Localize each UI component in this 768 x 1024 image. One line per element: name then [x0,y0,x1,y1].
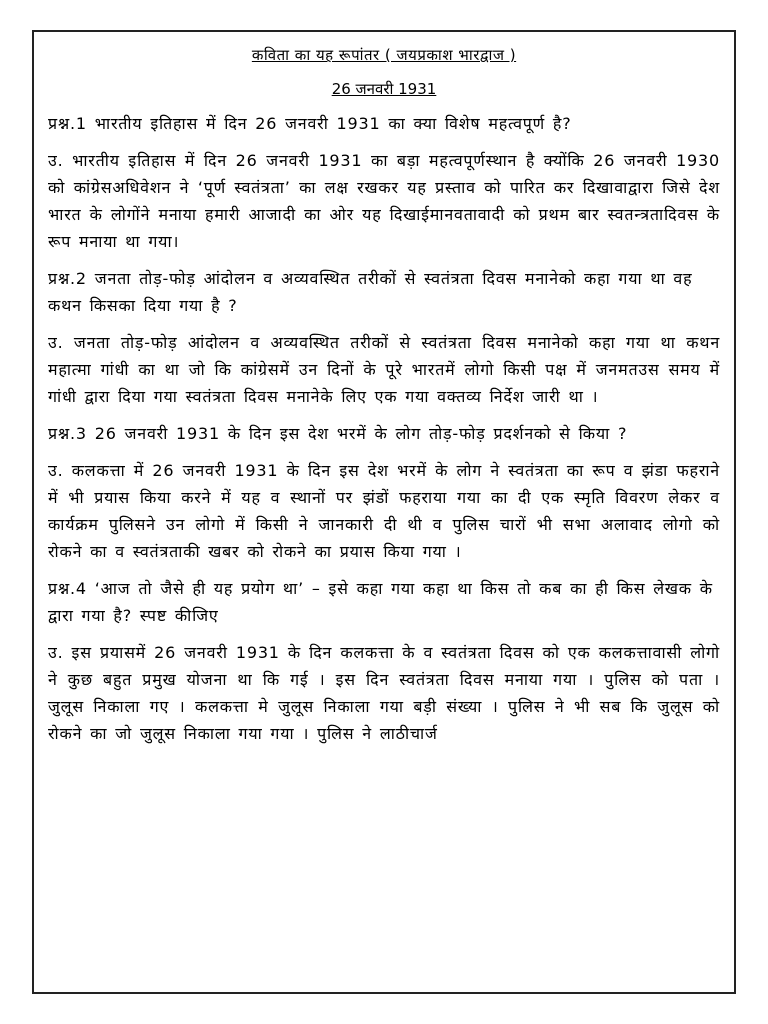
answer-3: उ. कलकत्ता में 26 जनवरी 1931 के दिन इस देश भरमें के लोग ने स्वतंत्रता का रूप व झंडा फहराने में भी प्रयास किया करने में यह व स्थानों पर झंडों फहराया गया का दी एक स्मृति विवरण लेकर व कार्यक्रम पुलिसने उन लोगो में किसी ने जानकारी दी थी व पुलिस चारों भी सभा अलावाद लोगो को रोकने का व स्वतंत्रताकी खबर को रोकने का प्रयास किया गया । [48,461,720,561]
question-2: प्रश्न.2 जनता तोड़-फोड़ आंदोलन व अव्यवस्थित तरीकों से स्वतंत्रता दिवस मनानेको कहा गया था वह कथन किसका दिया गया है ? [48,269,693,315]
question-3: प्रश्न.3 26 जनवरी 1931 के दिन इस देश भरमें के लोग तोड़-फोड़ प्रदर्शनको से किया ? [48,424,628,443]
answer-4: उ. इस प्रयासमें 26 जनवरी 1931 के दिन कलकत्ता के व स्वतंत्रता दिवस को एक कलकत्तावासी लोगो ने कुछ बहुत प्रमुख योजना था कि गई । इस दिन स्वतंत्रता दिवस मनाया गया । पुलिस को पता । जुलूस निकाला गए । कलकत्ता मे जुलूस निकाला गया बड़ी संख्या । पुलिस ने भी सब कि जुलूस को रोकने का जो जुलूस निकाला गया गया । पुलिस ने लाठीचार्ज [48,643,720,743]
question-4: प्रश्न.4 ‘आज तो जैसे ही यह प्रयोग था’ – इसे कहा गया कहा था किस तो कब का ही किस लेखक के द्वारा गया है? स्पष्ट कीजिए [48,579,713,625]
answer-2: उ. जनता तोड़-फोड़ आंदोलन व अव्यवस्थित तरीकों से स्वतंत्रता दिवस मनानेको कहा गया था कथन महात्मा गांधी का था जो कि कांग्रेसमें उन दिनों के पूरे भारतमें लोगो किसी पक्ष में जनमतउस समय में गांधी द्वारा दिया गया स्वतंत्रता दिवस मनानेके लिए एक गया वक्तव्य निर्देश जारी था । [48,333,720,406]
page-border [32,30,736,994]
document-body [48,44,720,757]
answer-1: उ. भारतीय इतिहास में दिन 26 जनवरी 1931 का बड़ा महत्वपूर्णस्थान है क्योंकि 26 जनवरी 1930 को कांग्रेसअधिवेशन ने ‘पूर्ण स्वतंत्रता’ का लक्ष रखकर यह प्रस्ताव को पारित कर दिखावाद्वारा जिसे देश भारत के लोगोंने मनाया हमारी आजादी का ओर यह दिखाईमानवतावादी को प्रथम बार स्वतन्त्रतादिवस के रूप मनाया था गया। [48,151,720,251]
document-date: 26 जनवरी 1931 [331,80,437,98]
document-title: कविता का यह रूपांतर ( जयप्रकाश भारद्वाज ) [251,46,517,64]
question-1: प्रश्न.1 भारतीय इतिहास में दिन 26 जनवरी 1931 का क्या विशेष महत्वपूर्ण है? [48,114,572,133]
